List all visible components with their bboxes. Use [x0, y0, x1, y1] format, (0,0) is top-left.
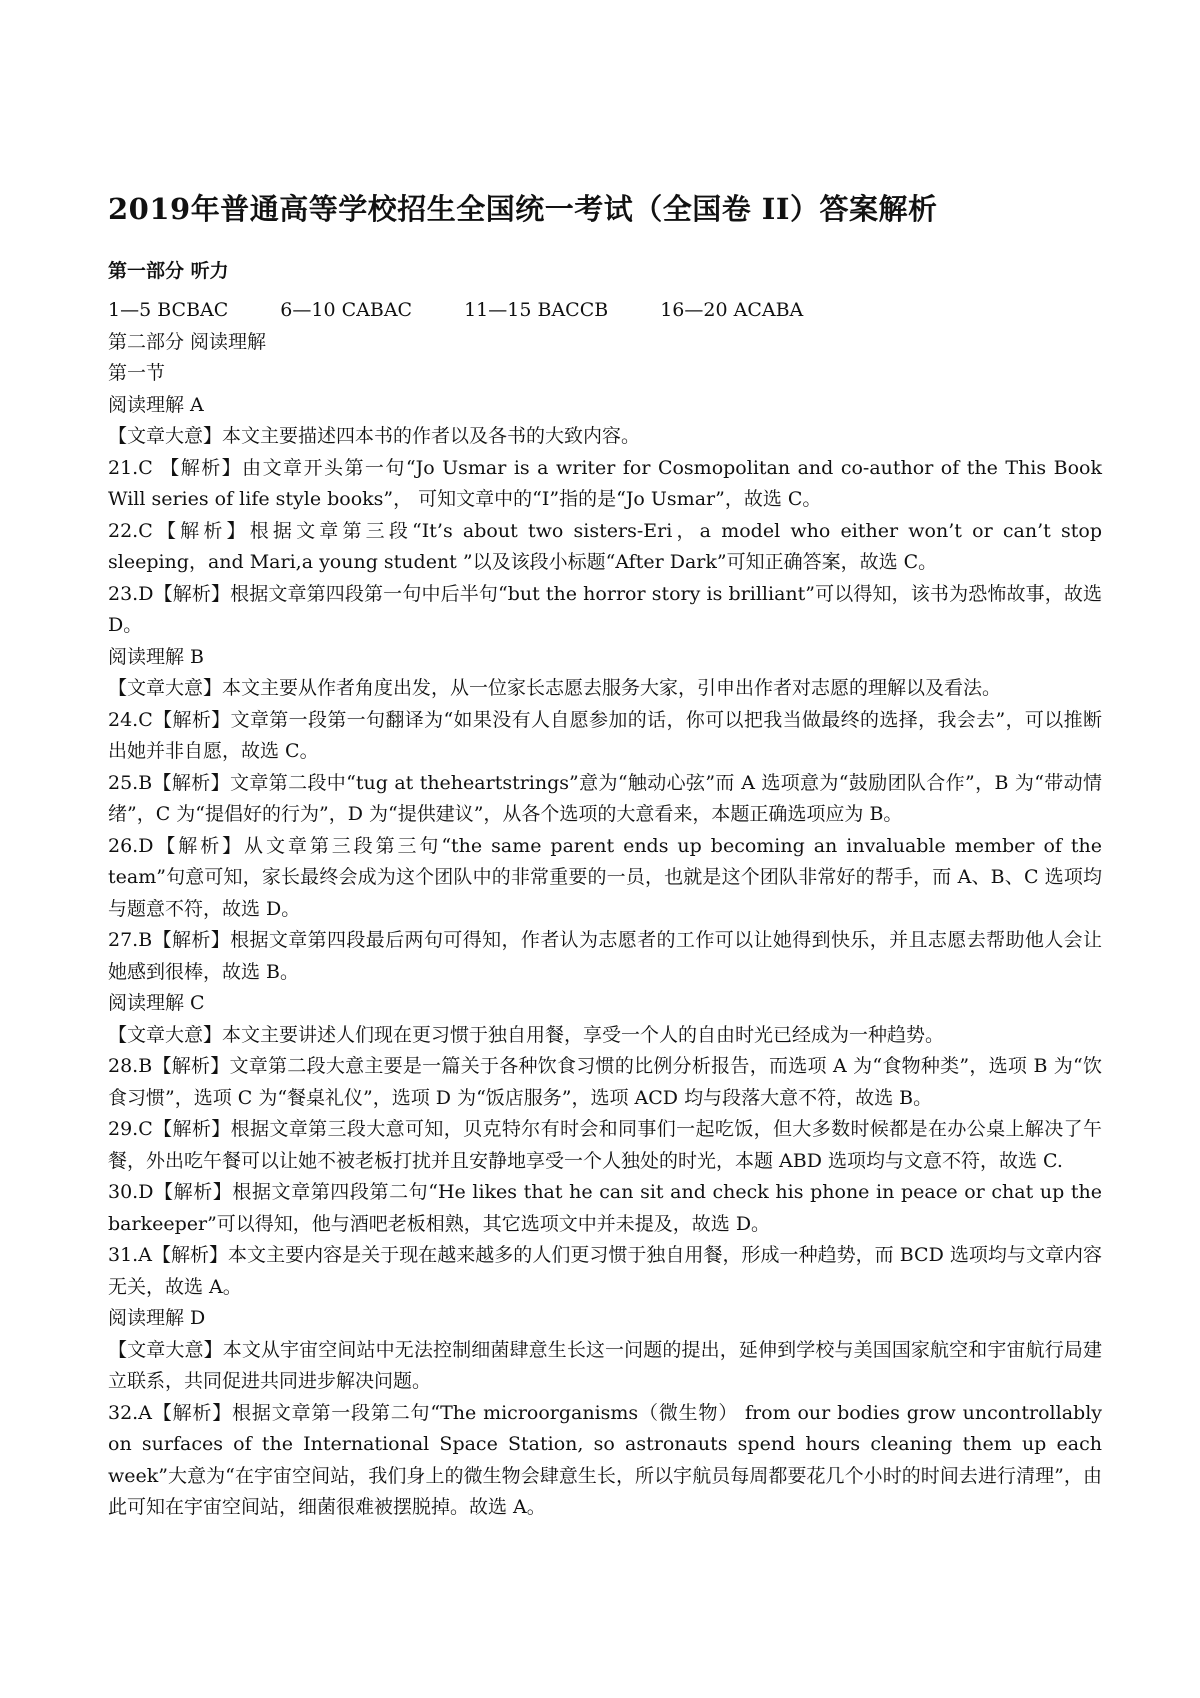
answer-24: 24.C【解析】文章第一段第一句翻译为“如果没有人自愿参加的话，你可以把我当做最终的选择，我会去”，可以推断出她并非自愿，故选 C。	[108, 708, 1102, 762]
answer-28: 28.B【解析】文章第二段大意主要是一篇关于各种饮食习惯的比例分析报告，而选项 A 为“食物种类”，选项 B 为“饮食习惯”，选项 C 为“餐桌礼仪”，选项 D 为“饭店服务”，选项 ACD 均与段落大意不符，故选 B。	[108, 1055, 1102, 1109]
answer-21: 21.C 【解析】由文章开头第一句“Jo Usmar is a writer for Cosmopolitan and co-author of the This Book Will series of life style books”， 可知文章中的“I”指的是“Jo Usmar”，故选 C。	[108, 456, 1102, 510]
answer-27: 27.B【解析】根据文章第四段最后两句可得知，作者认为志愿者的工作可以让她得到快乐，并且志愿去帮助他人会让她感到很棒，故选 B。	[108, 929, 1102, 983]
listening-answer-2: 6—10 CABAC	[280, 299, 413, 321]
answer-31: 31.A【解析】本文主要内容是关于现在越来越多的人们更习惯于独自用餐，形成一种趋势，而 BCD 选项均与文章内容无关，故选 A。	[108, 1244, 1102, 1298]
answer-30: 30.D【解析】根据文章第四段第二句“He likes that he can sit and check his phone in peace or chat up the barkeeper”可以得知，他与酒吧老板相熟，其它选项文中并未提及，故选 D。	[108, 1181, 1102, 1235]
part2-heading: 第二部分 阅读理解	[108, 330, 267, 353]
listening-answer-1: 1—5 BCBAC	[108, 299, 229, 321]
answer-25: 25.B【解析】文章第二段中“tug at theheartstrings”意为“触动心弦”而 A 选项意为“鼓励团队合作”，B 为“带动情绪”，C 为“提倡好的行为”，D 为“提供建议”，从各个选项的大意看来，本题正确选项应为 B。	[108, 771, 1103, 825]
answer-26: 26.D【解析】从文章第三段第三句“the same parent ends up becoming an invaluable member of the team”句意可知，家长最终会成为这个团队中的非常重要的一员，也就是这个团队非常好的帮手，而 A、B、C 选项均与题意不符，故选 D。	[108, 834, 1102, 920]
answer-22: 22.C【解析】根据文章第三段“It’s about two sisters-Eri，a model who either won’t or can’t stop sleeping，and Mari,a young student ”以及该段小标题“After Dark”可知正确答案，故选 C。	[108, 519, 1102, 573]
document-title: 2019年普通高等学校招生全国统一考试（全国卷 II）答案解析	[108, 192, 938, 226]
reading-c-summary: 【文章大意】本文主要讲述人们现在更习惯于独自用餐，享受一个人的自由时光已经成为一种趋势。	[108, 1023, 945, 1046]
reading-b-label: 阅读理解 B	[108, 645, 205, 668]
section-label: 第一节	[108, 362, 166, 384]
reading-d-label: 阅读理解 D	[108, 1307, 206, 1329]
answer-23: 23.D【解析】根据文章第四段第一句中后半句“but the horror story is brilliant”可以得知，该书为恐怖故事，故选 D。	[108, 582, 1102, 636]
reading-a-label: 阅读理解 A	[108, 393, 204, 416]
listening-answer-4: 16—20 ACABA	[660, 299, 804, 321]
reading-d-summary: 【文章大意】本文从宇宙空间站中无法控制细菌肆意生长这一问题的提出，延伸到学校与美国国家航空和宇宙航行局建立联系，共同促进共同进步解决问题。	[108, 1338, 1102, 1392]
reading-a-summary: 【文章大意】本文主要描述四本书的作者以及各书的大致内容。	[108, 425, 641, 447]
answer-29: 29.C【解析】根据文章第三段大意可知，贝克特尔有时会和同事们一起吃饭，但大多数时候都是在办公桌上解决了午餐，外出吃午餐可以让她不被老板打扰并且安静地享受一个人独处的时光，本题 ABD 选项均与文意不符，故选 C.	[108, 1118, 1102, 1172]
reading-b-summary: 【文章大意】本文主要从作者角度出发，从一位家长志愿去服务大家，引申出作者对志愿的理解以及看法。	[108, 677, 1002, 699]
answer-32: 32.A【解析】根据文章第一段第二句“The microorganisms（微生物） from our bodies grow uncontrollably on surfaces of the International Space Station, so astronauts spend hours cleaning them up each week”大意为“在宇宙空间站，我们身上的微生物会肆意生长，所以宇航员每周都要花几个小时的时间去进行清理”，由此可知在宇宙空间站，细菌很难被摆脱掉。故选 A。	[108, 1401, 1102, 1518]
listening-answers	[108, 295, 1102, 327]
reading-c-label: 阅读理解 C	[108, 992, 205, 1014]
part1-heading: 第一部分 听力	[108, 260, 229, 282]
listening-answer-3: 11—15 BACCB	[464, 299, 609, 321]
